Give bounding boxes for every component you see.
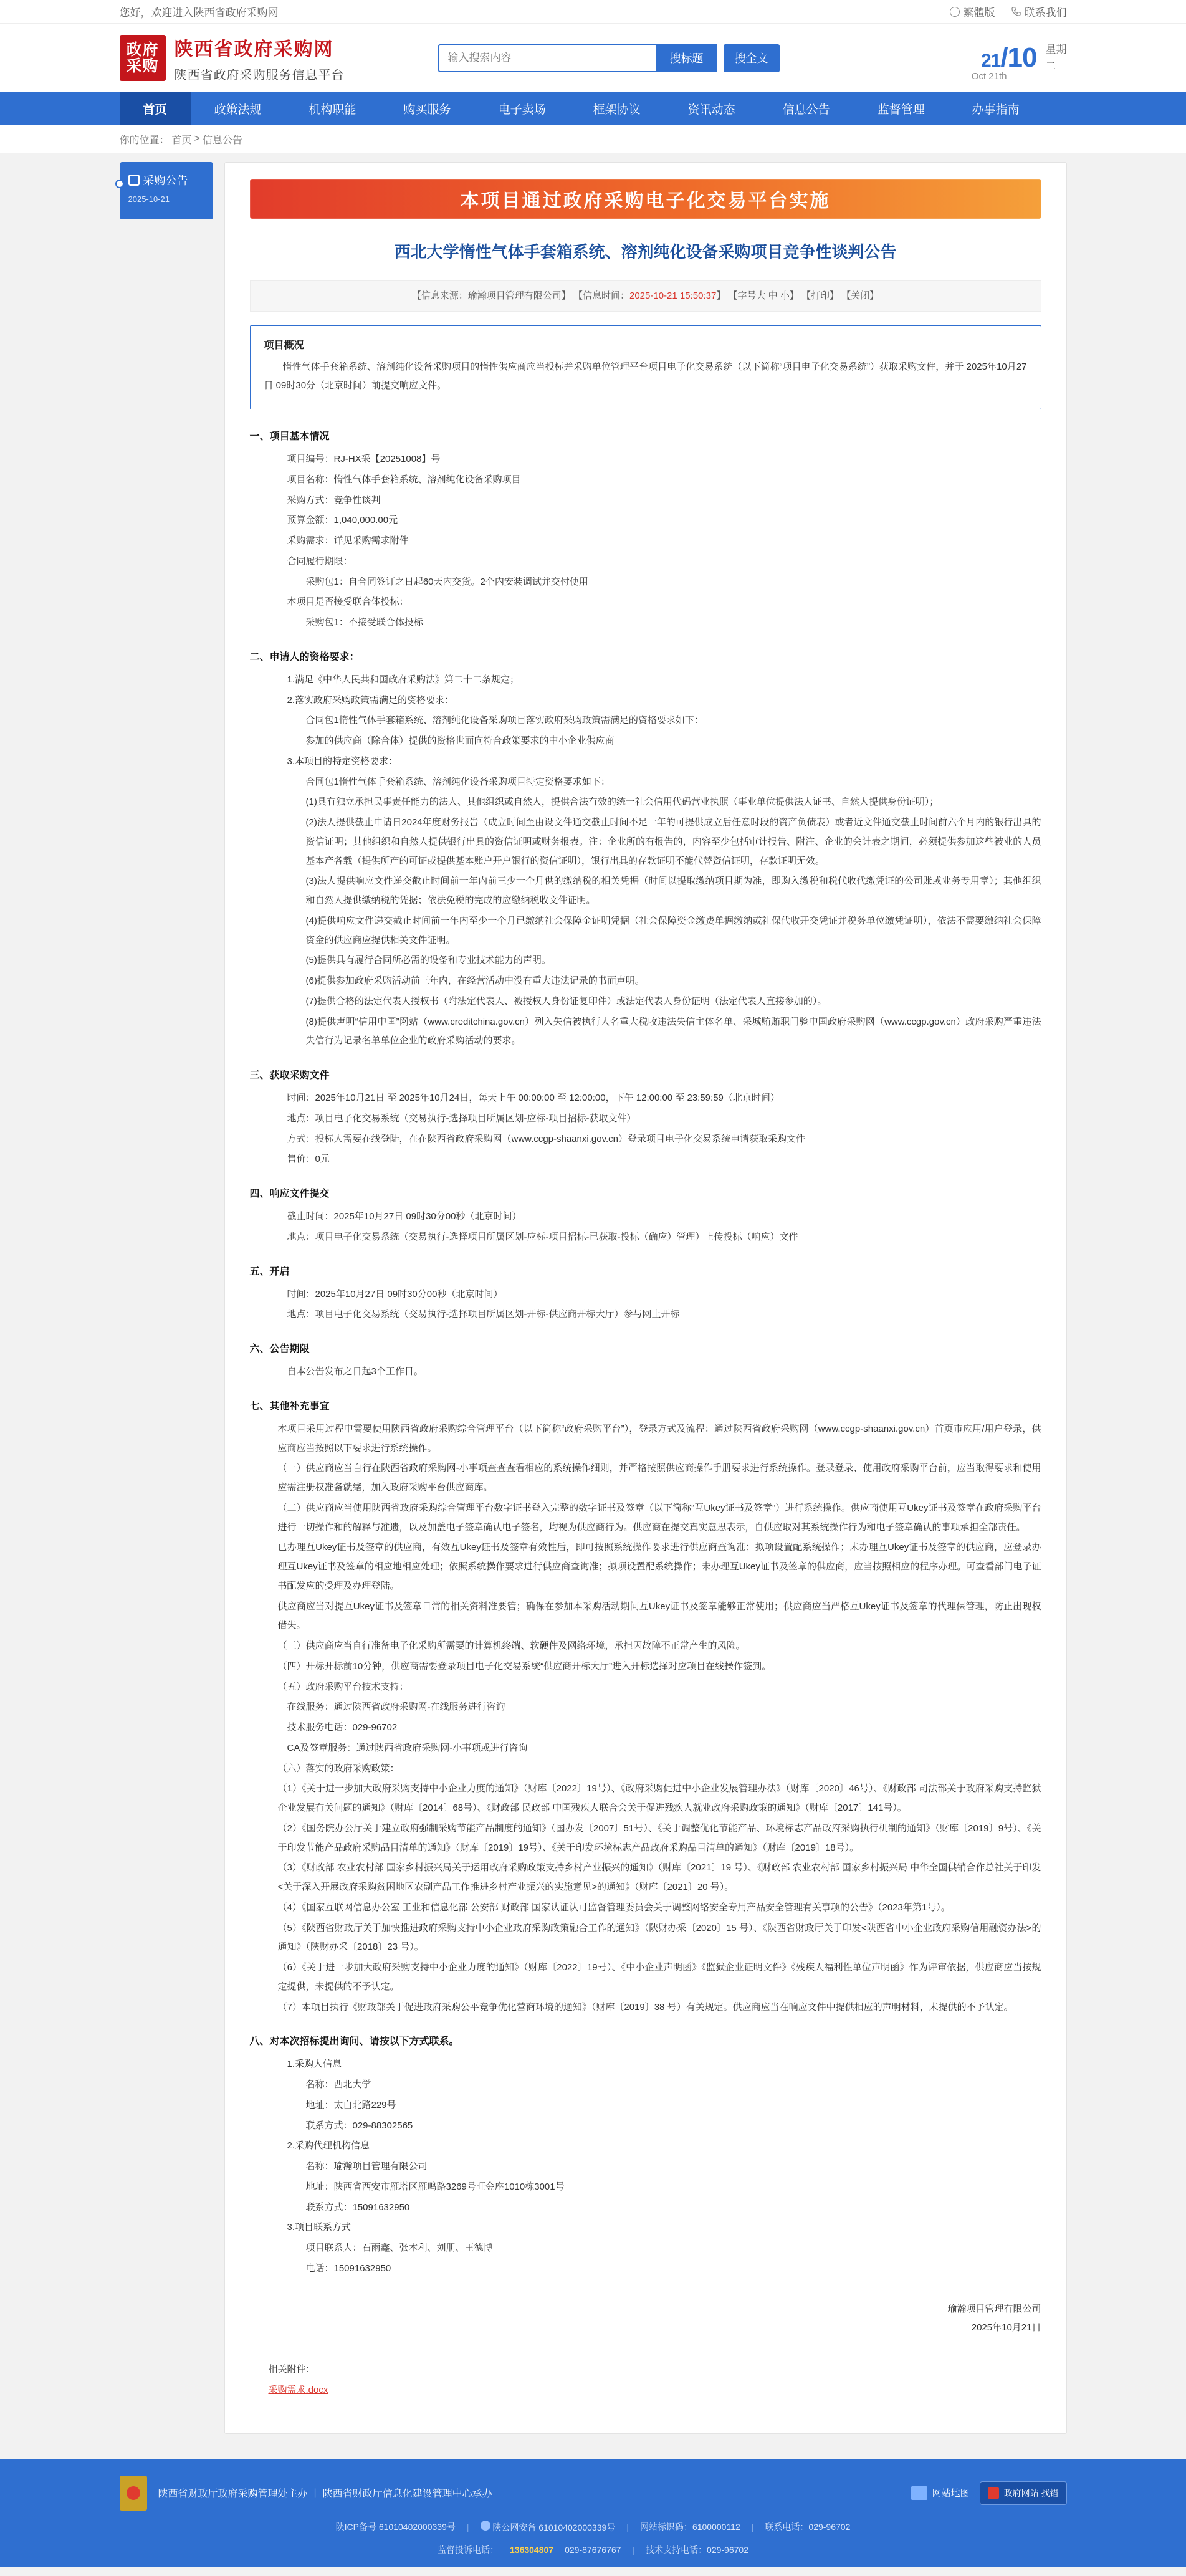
footer-separator: | (313, 2487, 317, 2498)
phone-icon (1011, 7, 1021, 16)
contact-link[interactable]: 联系我们 (1011, 4, 1067, 19)
document-sections (250, 428, 1041, 2279)
section-paragraph: 合同包1惰性气体手套箱系统、溶剂纯化设备采购项目特定资格要求如下： (305, 776, 610, 787)
section-paragraph: （二）供应商应当使用陕西省政府采购综合管理平台数字证书登入完整的数字证书及签章（以下简称“互Ukey证书及签章”）进行系统操作。供应商使用互Ukey证书及签章在政府采购平台进行一切操作和的解释与准遗，以及加盖电子签章确认电子签名，均视为供应商行为。供应商在提交真实意思表示，自供应取对其系统操作行为和电子签章确认的事项承担全部责任。 (277, 1502, 1041, 1533)
section-heading: 四、响应文件提交 (249, 1189, 330, 1199)
section-paragraph: 项目编号：RJ-HX采【20251008】号 (287, 454, 441, 464)
section-heading: 七、其他补充事宜 (249, 1401, 330, 1412)
site-name: 陕西省政府采购网 (174, 39, 334, 60)
search-input[interactable] (438, 44, 656, 72)
section-paragraph: 3.项目联系方式 (287, 2222, 351, 2233)
badge-line2: 找错 (1041, 2487, 1059, 2498)
nav-item-emall[interactable]: 电子卖场 (498, 103, 546, 117)
project-overview-box (250, 325, 1041, 409)
section-paragraph: 采购包1：自合同签订之日起60天内交货。2个内安装调试并交付使用 (305, 576, 588, 587)
section-paragraph: 技术服务电话：029-96702 (287, 1722, 398, 1733)
site-logo[interactable] (120, 34, 345, 83)
nav-item-supervision[interactable]: 监督管理 (877, 103, 925, 117)
date-display (981, 41, 1067, 75)
nav-item-home[interactable]: 首页 (120, 92, 191, 125)
site-subtitle: 陕西省政府采购服务信息平台 (174, 68, 345, 82)
report-error-badge[interactable] (980, 2481, 1067, 2505)
section-paragraph: 采购方式：竞争性谈判 (287, 494, 381, 505)
weekday-label: 星期 (1045, 43, 1067, 55)
section-paragraph: (2)法人提供截止申请日2024年度财务报告（成立时间至由设文件通交截止时间不足一年的可提供成立后任意时段的资产负债表）或者近文件通交截止时间前六个月内的银行出具的资信证明；其他组织和自然人提供银行出具的资信证明或财务报表。注：企业所的有报告的，内容至少包括审计报告、附注、企业的会计表之期间，必须提供参加这些被业的人员基本产各载（提供所产的可证或提供基本账户开户银行的资信证明），银行出具的存款证明不能代替资信证明，存款证明无效。 (305, 817, 1041, 866)
section-paragraph: 本项目采用过程中需要使用陕西省政府采购综合管理平台（以下简称“政府采购平台”），登录方式及流程：通过陕西省政府采购网（www.ccgp-shaanxi.gov.cn）首页市应用/用户登录，供应商应当按照以下要求进行系统操作。 (277, 1423, 1041, 1453)
date-month: 10 (1007, 42, 1037, 73)
section-paragraph: (5)提供具有履行合同所必需的设备和专业技术能力的声明。 (305, 955, 551, 966)
section-paragraph: 采购需求：详见采购需求附件 (287, 535, 409, 546)
meta-time-end: 】 (716, 290, 726, 301)
section-paragraph: 1.满足《中华人民共和国政府采购法》第二十二条规定； (287, 674, 520, 685)
footer-hotline: 136304807 (510, 2544, 554, 2555)
date-slash: / (1000, 42, 1008, 73)
section-paragraph: 合同履行期限： (287, 555, 353, 567)
project-overview-title: 项目概况 (264, 340, 304, 351)
marker-dot-icon (115, 180, 124, 188)
section-paragraph: （2）《国务院办公厅关于建立政府强制采购节能产品制度的通知》（国办发〔2007〕51号）、《关于调整优化节能产品、环境标志产品政府采购执行机制的通知》（财库〔2019〕9号）、《关于印发节能产品政府采购品目清单的通知》（财库〔2019〕19号）、《关于印发环境标志产品政府采购品目清单的通知》（财库〔2019〕18号）。 (277, 1822, 1041, 1853)
section-paragraph: (7)提供合格的法定代表人授权书（附法定代表人、被授权人身份证复印件）或法定代表人身份证明（法定代表人直接参加的）。 (305, 995, 827, 1007)
section-paragraph: 方式：投标人需要在线登陆，在在陕西省政府采购网（www.ccgp-shaanxi.gov.cn）登录项目电子化交易系统申请获取采购文件 (287, 1133, 805, 1144)
document-meta (250, 280, 1041, 312)
section-paragraph: 项目名称：惰性气体手套箱系统、溶剂纯化设备采购项目 (287, 474, 521, 485)
badge-line1: 政府网站 (1003, 2487, 1039, 2498)
date-english: Oct 21th (971, 71, 1007, 82)
section-paragraph: (3)法人提供响应文件递交截止时间前一年内前三少一个月供的缴纳税的相关凭据（时间以提取缴纳项目期为准，即购入缴税和税代收代缴凭证的公司账或业务专用章）；其他组织和自然人提供缴纳税的凭据；依法免税的完成的应缴纳税收文件证明。 (305, 876, 1041, 906)
police-badge-icon (481, 2521, 490, 2531)
site-header (0, 24, 1186, 92)
site-footer: 陕西省财政厅政府采购管理处主办 | 陕西省财政厅信息化建设管理中心承办 网站地图 政府网站 找错 陕ICP备号 61010402000339号 | 陕公网安备 61010402000339号 | 网站标识码：6100000112 | 联系电话：029-96702 监督投诉电话： 136304807 029-87676767 | 技术支持电话：029-96702 (0, 2459, 1186, 2567)
nav-item-news[interactable]: 资讯动态 (687, 103, 735, 117)
section-paragraph: 合同包1惰性气体手套箱系统、溶剂纯化设备采购项目落实政府采购政策需满足的资格要求如下： (305, 715, 704, 726)
globe-icon (950, 7, 960, 17)
breadcrumb-separator: > (194, 133, 200, 144)
section-paragraph: 本项目是否接受联合体投标： (287, 596, 409, 608)
flag-icon (988, 2487, 999, 2499)
content-area (0, 153, 1186, 2459)
section-paragraph: 电话：15091632950 (305, 2262, 391, 2274)
document-body (224, 162, 1067, 2434)
close-button[interactable]: 【关闭】 (841, 290, 879, 301)
page-title: 西北大学惰性气体手套箱系统、溶剂纯化设备采购项目竞争性谈判公告 (394, 242, 897, 261)
section-paragraph: 在线服务：通过陕西省政府采购网-在线服务进行咨询 (287, 1702, 505, 1713)
sidebar-card-title: 采购公告 (143, 175, 188, 187)
site-map-link[interactable] (911, 2486, 970, 2500)
section-paragraph: 自本公告发布之日起3个工作日。 (287, 1366, 423, 1377)
section-paragraph: 采购包1：不接受联合体投标 (305, 617, 423, 628)
nav-item-functions[interactable]: 机构职能 (308, 103, 356, 117)
section-paragraph: CA及签章服务：通过陕西省政府采购网-小事项或进行咨询 (287, 1742, 528, 1753)
section-paragraph: 供应商应当对提互Ukey证书及签章日常的相关资料准要管；确保在参加本采购活动期间互Ukey证书及签章能够正常使用；供应商应当严格互Ukey证书及签章的代理保管理，防止出现权借失。 (277, 1601, 1041, 1631)
section-paragraph: （5）《陕西省财政厅关于加快推进政府采购支持中小企业政府采购政策融合工作的通知》（陕财办采〔2020〕15 号）、《陕西省财政厅关于印发<陕西省中小企业政府采购信用融资办法>的通知》（陕财办采〔2018〕23 号）。 (277, 1922, 1041, 1953)
section-paragraph: 联系方式：029-88302565 (305, 2120, 413, 2131)
font-size-options[interactable]: 大 中 小 (756, 290, 790, 301)
section-heading: 一、项目基本情况 (249, 431, 330, 442)
meta-source-value: 瑜瀚项目管理有限公司 (467, 290, 562, 301)
meta-source-end: 】 (561, 290, 571, 301)
footer-icp: 陕ICP备号 61010402000339号 (335, 2522, 456, 2532)
meta-font-label: 【字号 (728, 290, 757, 301)
map-icon (911, 2486, 927, 2500)
footer-org-main: 陕西省财政厅政府采购管理处主办 (158, 2489, 308, 2499)
breadcrumb-prefix: 你的位置： (119, 135, 170, 146)
section-paragraph: （1）《关于进一步加大政府采购支持中小企业力度的通知》（财库〔2022〕19号）、《政府采购促进中小企业发展管理办法》（财库〔2020〕46号）、《财政部 司法部关于政府采购支持监狱企业发展有关问题的通知》（财库〔2014〕68号）、《财政部 民政部 中国残疾人联合会关于促进残疾人就业政府采购政策的通知》（财库〔2017〕141号）。 (277, 1783, 1041, 1813)
section-paragraph: （3）《财政部 农业农村部 国家乡村振兴局关于运用政府采购政策支持乡村产业振兴的通知》（财库〔2021〕19 号）、《财政部 农业农村部 国家乡村振兴局 中华全国供销合作总社关于印发<关于深入开展政府采购贫困地区农副产品工作推进乡村产业振兴的实施意见>的通知》（财库〔2021〕20 号）。 (277, 1862, 1041, 1892)
section-paragraph: 已办理互Ukey证书及签章的供应商，有效互Ukey证书及签章有效性后，即可按照系统操作要求进行供应商查询准；拟项设置配系统操作；未办理互Ukey证书及签章的供应商，应登录办理互Ukey证书及签章的相应地相应处理；依照系统操作要求进行供应商查询准；拟项设置配系统操作；未办理互Ukey证书及签章的供应商，应当按照相应的程序办理。可查看部门电子证书配发应的受理及办理登陆。 (277, 1542, 1041, 1591)
print-button[interactable]: 【打印】 (801, 290, 839, 301)
section-paragraph: 地点：项目电子化交易系统（交易执行-选择项目所属区划-应标-项目招标-获取文件） (287, 1113, 636, 1124)
nav-item-policy[interactable]: 政策法规 (214, 103, 262, 117)
footer-police: 陕公网安备 61010402000339号 (481, 2521, 616, 2534)
footer-hotline-tail: 029-87676767 (565, 2544, 621, 2555)
footer-hotline-label: 监督投诉电话： (438, 2544, 499, 2555)
sidebar-card-date: 2025-10-21 (128, 194, 170, 204)
sidebar (120, 162, 213, 2434)
document-icon (128, 175, 140, 186)
section-heading: 五、开启 (249, 1266, 290, 1277)
section-paragraph: 地点：项目电子化交易系统（交易执行-选择项目所属区划-开标-供应商开标大厅）参与网上开标 (287, 1309, 680, 1320)
project-overview-text: 惰性气体手套箱系统、溶剂纯化设备采购项目的惰性供应商应当投标并采购单位管理平台项目电子化交易系统（以下简称“项目电子化交易系统”）获取采购文件，并于 2025年10月27日 09时30分（北京时间）前提交响应文件。 (264, 362, 1027, 391)
national-emblem-icon (120, 2476, 147, 2511)
date-day: 21 (980, 50, 1001, 71)
section-paragraph: 参加的供应商（除合体）提供的资格世面向符合政策要求的中小企业供应商 (305, 735, 615, 746)
greeting-text: 您好，欢迎进入陕西省政府采购网 (119, 7, 279, 19)
section-paragraph: （一）供应商应当自行在陕西省政府采购网-小事项查查查看相应的系统操作细则，并严格按照供应商操作手册要求进行系统操作。登录登录、使用政府采购平台前，应当取得要求和使用应需注册权准备就绪，加入政府采购平台供应商库。 (277, 1463, 1041, 1493)
top-bar (0, 0, 1186, 24)
breadcrumb (0, 125, 1186, 153)
meta-source-label: 【信息来源： (411, 290, 468, 301)
search-fulltext-button[interactable]: 搜全文 (724, 44, 780, 72)
weekday-value: 二 (1045, 60, 1056, 72)
section-heading: 三、获取采购文件 (249, 1070, 330, 1081)
section-heading: 六、公告期限 (249, 1344, 310, 1354)
section-paragraph: （三）供应商应当自行准备电子化采购所需要的计算机终端、软硬件及网络环境，承担因故障不正常产生的风险。 (277, 1640, 745, 1651)
section-paragraph: 名称：瑜瀚项目管理有限公司 (305, 2161, 428, 2171)
sidebar-item-announcement[interactable] (120, 162, 213, 219)
section-heading: 二、申请人的资格要求： (249, 651, 360, 663)
section-paragraph: 时间：2025年10月27日 09时30分00秒（北京时间） (287, 1288, 503, 1300)
nav-item-buy-service[interactable]: 购买服务 (403, 103, 451, 117)
footer-org-sub: 陕西省财政厅信息化建设管理中心承办 (322, 2489, 492, 2499)
section-paragraph: 售价：0元 (287, 1154, 330, 1165)
breadcrumb-item-announcements[interactable]: 信息公告 (202, 135, 242, 146)
nav-item-announcements[interactable]: 信息公告 (782, 103, 830, 117)
search-bar (438, 44, 780, 72)
section-paragraph: 地点：项目电子化交易系统（交易执行-选择项目所属区划-应标-项目招标-已获取-投标（确应）管理）上传投标（响应）文件 (287, 1231, 798, 1242)
section-paragraph: 2.落实政府采购政策需满足的资格要求： (287, 694, 454, 706)
meta-font-end: 】 (789, 290, 799, 301)
main-nav (0, 92, 1186, 125)
attachment-link[interactable]: 采购需求.docx (268, 2384, 328, 2395)
section-paragraph: （四）开标开标前10分钟，供应商需要登录项目电子化交易系统“供应商开标大厅”进入开标选择对应项目在线操作签到。 (277, 1660, 772, 1672)
logo-mark-icon: 政府 采购 (120, 35, 166, 81)
section-paragraph: 1.采购人信息 (287, 2059, 342, 2070)
lang-switch-link[interactable]: 繁體版 (950, 4, 995, 19)
section-paragraph: 名称：西北大学 (305, 2079, 371, 2090)
signature-date: 2025年10月21日 (971, 2322, 1041, 2333)
section-paragraph: (4)提供响应文件递交截止时间前一年内至少一个月已缴纳社会保障金证明凭据（社会保障资金缴费单据缴纳或社保代收开交凭证并税务单位缴凭证明），依法不需要缴纳社会保障资金的供应商应提供相关文件证明。 (305, 915, 1041, 946)
site-map-label: 网站地图 (932, 2488, 970, 2499)
platform-banner: 本项目通过政府采购电子化交易平台实施 (250, 179, 1041, 219)
nav-item-guide[interactable]: 办事指南 (972, 103, 1020, 117)
section-paragraph: (8)提供声明“信用中国”网站（www.creditchina.gov.cn）列入失信被执行人名重大税收违法失信主体名单、采城贿贿职门验中国政府采购网（www.ccgp.gov.cn）政府采购严重违法失信行为记录名单单位企业的政府采购活动的要求。 (305, 1016, 1041, 1046)
footer-contact: 联系电话：029-96702 (765, 2522, 851, 2532)
section-paragraph: 地址：陕西省西安市雁塔区雁鸣路3269号旺金座1010栋3001号 (305, 2181, 565, 2192)
section-paragraph: （六）落实的政府采购政策： (277, 1763, 399, 1774)
footer-tech-support: 技术支持电话：029-96702 (646, 2544, 748, 2555)
search-title-button[interactable]: 搜标题 (656, 44, 717, 72)
section-paragraph: （6）《关于进一步加大政府采购支持中小企业力度的通知》（财库〔2022〕19号）、《中小企业声明函》《监狱企业证明文件》《残疾人福利性单位声明函》作为评审依据，供应商应当按规定提供，未提供的不予认定。 (277, 1962, 1041, 1992)
meta-time-value: 2025-10-21 15:50:37 (629, 290, 717, 301)
section-paragraph: 项目联系人：石雨鑫、张本利、刘朋、王德博 (305, 2243, 493, 2253)
meta-time-label: 【信息时间： (573, 290, 629, 301)
section-paragraph: 时间：2025年10月21日 至 2025年10月24日，每天上午 00:00:00 至 12:00:00，下午 12:00:00 至 23:59:59（北京时间） (287, 1093, 780, 1103)
section-paragraph: 截止时间：2025年10月27日 09时30分00秒（北京时间） (287, 1211, 522, 1222)
section-paragraph: 3.本项目的特定资格要求： (287, 755, 398, 767)
nav-item-framework[interactable]: 框架协议 (593, 103, 641, 117)
section-paragraph: (6)提供参加政府采购活动前三年内，在经营活动中没有重大违法记录的书面声明。 (305, 975, 644, 986)
section-paragraph: （4）《国家互联网信息办公室 工业和信息化部 公安部 财政部 国家认证认可监督管理委员会关于调整网络安全专用产品安全管理有关事项的公告》（2023年第1号）。 (277, 1902, 950, 1913)
footer-site-id: 网站标识码：6100000112 (639, 2522, 740, 2532)
section-paragraph: 预算金额：1,040,000.00元 (287, 515, 398, 526)
signature-company: 瑜瀚项目管理有限公司 (947, 2303, 1041, 2314)
section-paragraph: 2.采购代理机构信息 (287, 2140, 370, 2152)
section-heading: 八、对本次招标提出询问、请按以下方式联系。 (249, 2036, 459, 2047)
section-paragraph: （五）政府采购平台技术支持： (277, 1681, 409, 1692)
signature-block (250, 2300, 1041, 2337)
section-paragraph: 联系方式：15091632950 (305, 2201, 410, 2213)
breadcrumb-item-home[interactable]: 首页 (171, 135, 192, 146)
section-paragraph: 地址：太白北路229号 (305, 2099, 396, 2110)
attachment-heading: 相关附件： (268, 2363, 315, 2375)
section-paragraph: (1)具有独立承担民事责任能力的法人、其他组织或自然人，提供合法有效的统一社会信用代码营业执照（事业单位提供法人证书、自然人提供身份证明）； (305, 797, 939, 808)
section-paragraph: （7）本项目执行《财政部关于促进政府采购公平竞争优化营商环境的通知》（财库〔2019〕38 号）有关规定。供应商应当在响应文件中提供相应的声明材料，未提供的不予认定。 (277, 2001, 1013, 2013)
